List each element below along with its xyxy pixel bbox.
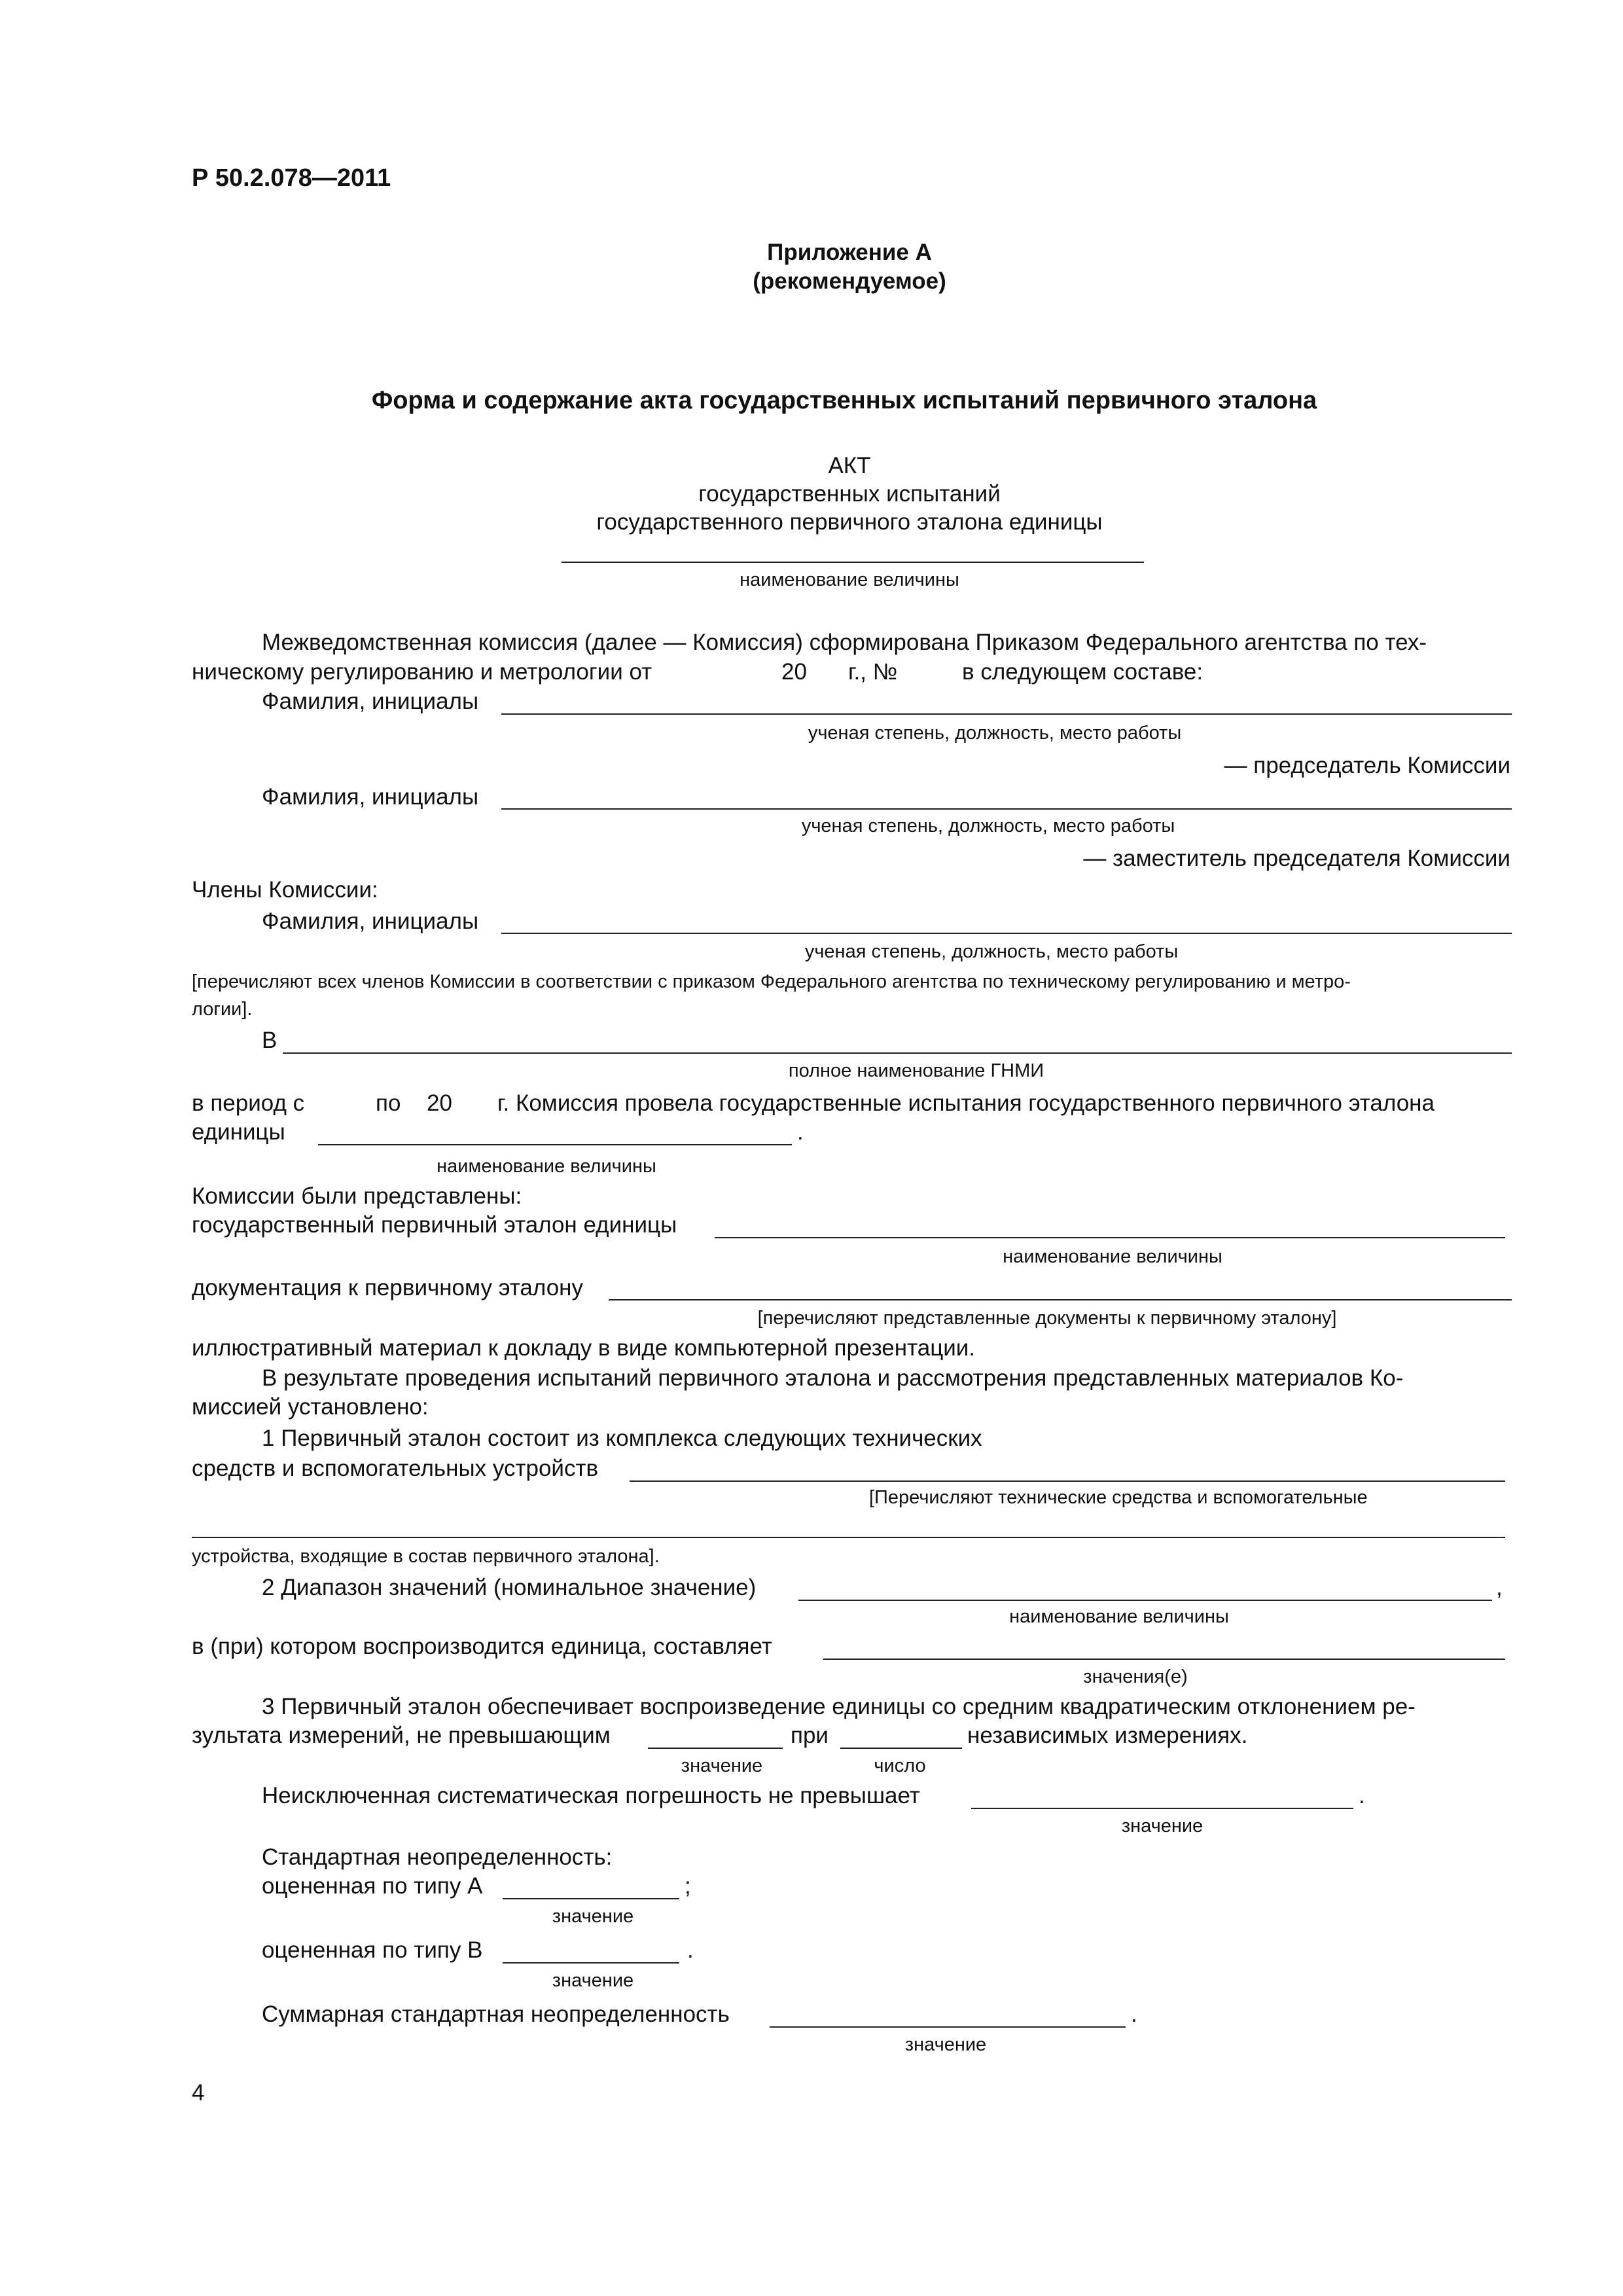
item1-field-line-2[interactable] [192,1537,1505,1538]
docs-label: документация к первичному эталону [192,1275,584,1300]
deputy-role: — заместитель председателя Комиссии [1083,846,1510,871]
members-note-2: логии]. [192,999,253,1020]
systematic-error-line[interactable] [971,1808,1353,1809]
item3-number-caption: число [874,1755,926,1776]
intro-line-2a: ническому регулированию и метрологии от [192,659,652,685]
intro-order-no: г., № [848,659,898,685]
period-from: в период с [192,1090,305,1116]
chair-field-line[interactable] [501,713,1512,715]
period-unit-caption: наименование величины [437,1156,656,1177]
item3-line-2b: при [791,1723,829,1748]
act-quantity-caption: наименование величины [740,569,959,590]
appendix-title: Приложение А [767,240,932,265]
period-to: по [376,1090,401,1116]
members-note-1: [перечисляют всех членов Комиссии в соответствии с приказом Федерального агентства по техническому регулированию и метро- [192,971,1351,992]
type-a-caption: значение [552,1906,634,1927]
section-title: Форма и содержание акта государственных испытаний первичного эталона [371,387,1317,414]
item2-comma: , [1496,1575,1503,1600]
deputy-label: Фамилия, инициалы [262,784,479,810]
intro-line-2d: в следующем составе: [962,659,1204,685]
period-text: г. Комиссия провела государственные испытания государственного первичного эталона [497,1090,1435,1116]
etalon-field-line[interactable] [715,1237,1505,1238]
type-b-end: . [687,1937,694,1963]
type-b-label: оцененная по типу В [262,1937,483,1963]
item1-field-line[interactable] [630,1480,1505,1482]
item2-label-2: в (при) котором воспроизводится единица, составляет [192,1634,772,1659]
appendix-note: (рекомендуемое) [753,268,946,294]
systematic-error-end: . [1359,1783,1365,1808]
item3-value-caption: значение [681,1755,763,1776]
presented-heading: Комиссии были представлены: [192,1183,522,1209]
item3-line-2c: независимых измерениях. [967,1723,1248,1748]
members-label: Фамилия, инициалы [262,908,479,934]
item1-line-1: 1 Первичный эталон состоит из комплекса следующих технических [262,1426,982,1451]
item1-caption-1: [Перечисляют технические средства и вспомогательные [869,1487,1368,1508]
period-year: 20 [427,1090,452,1116]
item3-line-1: 3 Первичный эталон обеспечивает воспроизведение единицы со средним квадратическим отклонением ре- [262,1694,1416,1719]
members-heading: Члены Комиссии: [192,877,378,903]
std-uncertainty-heading: Стандартная неопределенность: [262,1844,613,1870]
period-unit-line[interactable] [318,1144,792,1145]
act-heading: АКТ [828,453,871,478]
item2-caption: наименование величины [1009,1606,1229,1627]
chair-label: Фамилия, инициалы [262,689,479,714]
deputy-caption: ученая степень, должность, место работы [801,816,1175,836]
total-uncertainty-label: Суммарная стандартная неопределенность [262,2001,730,2027]
intro-year: 20 [781,659,807,685]
total-uncertainty-end: . [1131,2001,1137,2027]
chair-role: — председатель Комиссии [1224,753,1510,778]
chair-caption: ученая степень, должность, место работы [808,723,1182,744]
place-caption: полное наименование ГНМИ [788,1060,1044,1081]
item3-line-2a: зультата измерений, не превышающим [192,1723,611,1748]
intro-line-1: Межведомственная комиссия (далее — Комиссия) сформирована Приказом Федерального агентства по тех- [262,630,1427,655]
result-line-2: миссией установлено: [192,1394,429,1420]
deputy-field-line[interactable] [501,808,1512,810]
members-field-line[interactable] [501,933,1512,934]
item2-field-line[interactable] [798,1600,1492,1601]
item3-value-line[interactable] [648,1748,783,1749]
item1-line-2: средств и вспомогательных устройств [192,1456,599,1481]
item2-value-caption: значения(е) [1083,1666,1188,1687]
total-uncertainty-line[interactable] [770,2026,1126,2028]
type-b-line[interactable] [503,1962,679,1964]
systematic-error-caption: значение [1121,1816,1204,1837]
etalon-label: государственный первичный эталон единицы [192,1212,677,1238]
item2-label: 2 Диапазон значений (номинальное значение) [262,1575,757,1600]
type-a-label: оцененная по типу А [262,1873,483,1899]
item3-number-line[interactable] [840,1748,962,1749]
members-caption: ученая степень, должность, место работы [804,941,1179,962]
systematic-error-label: Неисключенная систематическая погрешность не превышает [262,1783,920,1808]
act-quantity-line[interactable] [562,562,1144,563]
act-line-1: государственных испытаний [698,481,1001,507]
type-a-line[interactable] [503,1898,679,1899]
item1-caption-2: устройства, входящие в состав первичного эталона]. [192,1546,660,1567]
act-line-2: государственного первичного эталона единицы [596,509,1103,535]
illustrative-material: иллюстративный материал к докладу в виде компьютерной презентации. [192,1335,976,1361]
place-field-line[interactable] [283,1052,1512,1054]
document-number: Р 50.2.078—2011 [192,164,391,192]
type-a-end: ; [685,1873,691,1899]
type-b-caption: значение [552,1970,634,1991]
period-unit-label: единицы [192,1119,285,1145]
docs-caption: [перечисляют представленные документы к первичному эталону] [757,1308,1337,1329]
total-uncertainty-caption: значение [904,2034,987,2055]
item2-value-line[interactable] [823,1659,1505,1660]
place-label: В [262,1028,277,1053]
etalon-caption: наименование величины [1003,1246,1222,1267]
period-unit-end: . [797,1119,804,1145]
page-number: 4 [192,2080,205,2106]
docs-field-line[interactable] [609,1299,1512,1300]
result-line-1: В результате проведения испытаний первичного эталона и рассмотрения представленных материалов Ко- [262,1365,1404,1391]
